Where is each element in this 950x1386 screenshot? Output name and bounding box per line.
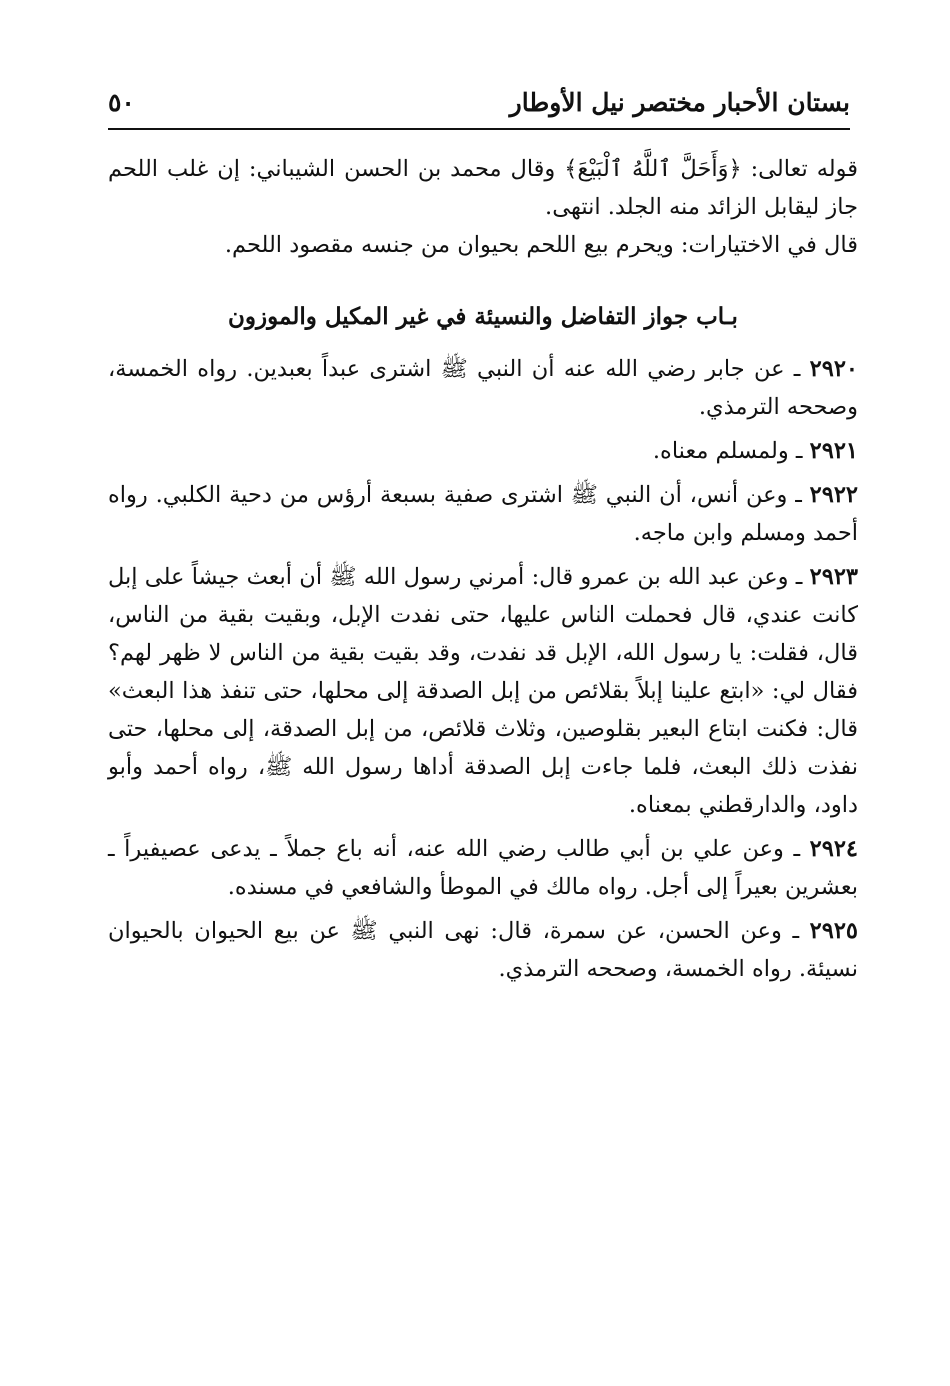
page-content [108, 150, 858, 988]
paragraph: قوله تعالى: ﴿وَأَحَلَّ ٱللَّهُ ٱلْبَيْعَ﴾ وقال محمد بن الحسن الشيباني: إن غلب اللحم جاز ليقابل الزائد منه الجلد. انتهى. [108, 156, 858, 220]
hadith-number: ٢٩٢٢ [809, 482, 859, 508]
running-title: بستان الأحبار مختصر نيل الأوطار [509, 88, 850, 117]
paragraph: قال في الاختيارات: ويحرم بيع اللحم بحيوان من جنسه مقصود اللحم. [224, 232, 858, 258]
hadith-entry [108, 432, 858, 470]
hadith-text: ـ وعن الحسن، عن سمرة، قال: نهى النبي ﷺ عن بيع الحيوان بالحيوان نسيئة. رواه الخمسة، وصححه الترمذي. [108, 918, 858, 982]
hadith-number: ٢٩٢٤ [809, 836, 858, 862]
hadith-entry [108, 912, 858, 988]
hadith-text: ـ وعن علي بن أبي طالب رضي الله عنه، أنه باع جملاً ـ يدعى عصيفيراً ـ بعشرين بعيراً إلى أجل. رواه مالك في الموطأ والشافعي في مسنده. [108, 836, 858, 900]
hadith-text: ـ وعن عبد الله بن عمرو قال: أمرني رسول الله ﷺ أن أبعث جيشاً على إبل كانت عندي، قال فحملت الناس عليها، حتى نفدت الإبل، وبقيت بقية من الناس، قال، فقلت: يا رسول الله، الإبل قد نفدت، وقد بقيت بقية من الناس لا ظهر لهم؟ فقال لي: «ابتع علينا إبلاً بقلائص من إبل الصدقة إلى محلها، حتى تنفذ هذا البعث» قال: فكنت ابتاع البعير بقلوصين، وثلاث قلائص، من إبل الصدقة، إلى محلها، حتى نفذت ذلك البعث، فلما جاءت إبل الصدقة أداها رسول الله ﷺ، رواه أحمد وأبو داود، والدارقطني بمعناه. [108, 564, 858, 818]
hadith-entry [108, 830, 858, 906]
hadith-number: ٢٩٢٣ [809, 564, 859, 590]
chapter-title: بـاب جواز التفاضل والنسيئة في غير المكيل والموزون [228, 303, 738, 330]
hadith-number: ٢٩٢٠ [809, 356, 859, 382]
hadith-entry [108, 558, 858, 824]
page-header [108, 82, 850, 130]
hadith-number: ٢٩٢١ [809, 438, 858, 464]
hadith-entry [108, 476, 858, 552]
hadith-text: ـ عن جابر رضي الله عنه أن النبي ﷺ اشترى عبداً بعبدين. رواه الخمسة، وصححه الترمذي. [108, 356, 858, 420]
hadith-entry [108, 350, 858, 426]
hadith-text: ـ وعن أنس، أن النبي ﷺ اشترى صفية بسبعة أرؤس من دحية الكلبي. رواه أحمد ومسلم وابن ماجه. [108, 482, 858, 546]
hadith-number: ٢٩٢٥ [809, 918, 858, 944]
page-number: ٥٠ [108, 88, 135, 117]
hadith-text: ـ ولمسلم معناه. [652, 438, 803, 464]
